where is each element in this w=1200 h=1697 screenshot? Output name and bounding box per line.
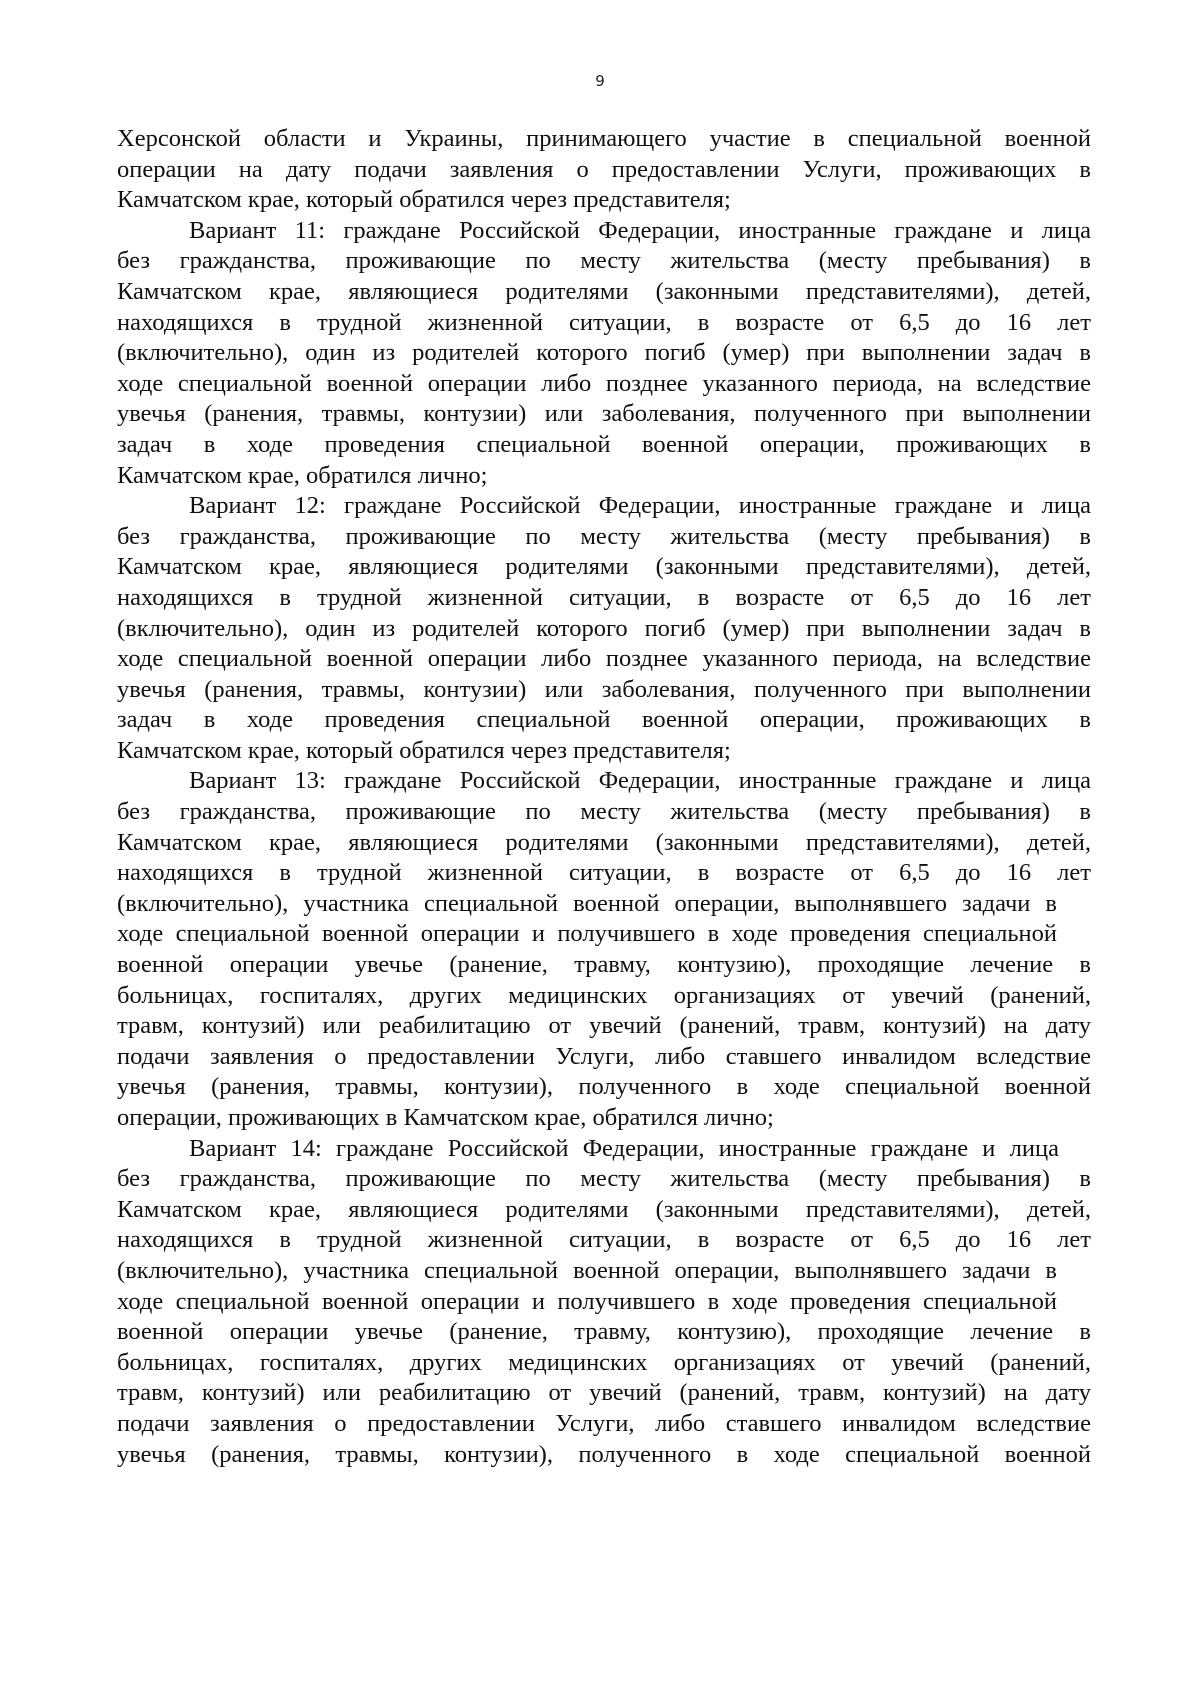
text-line: Вариант 14: граждане Российской Федерации, иностранные граждане и лица (189, 1134, 1059, 1162)
text-line: Вариант 12: граждане Российской Федерации, иностранные граждане и лица (189, 492, 1091, 520)
text-line: травм, контузий) или реабилитацию от увечий (ранений, травм, контузий) на дату (117, 1379, 1091, 1407)
text-line: Камчатском крае, являющиеся родителями (законными представителями), детей, (117, 828, 1091, 856)
text-line: (включительно), участника специальной военной операции, выполнявшего задачи в (117, 889, 1057, 917)
text-line: операции на дату подачи заявления о предоставлении Услуги, проживающих в (117, 155, 1091, 183)
text-line: травм, контузий) или реабилитацию от увечий (ранений, травм, контузий) на дату (117, 1012, 1091, 1040)
text-line: увечья (ранения, травмы, контузии) или заболевания, полученного при выполнении (117, 675, 1091, 703)
text-line: подачи заявления о предоставлении Услуги, либо ставшего инвалидом вследствие (117, 1409, 1091, 1437)
text-line: Камчатском крае, являющиеся родителями (законными представителями), детей, (117, 553, 1091, 581)
text-line: больницах, госпиталях, других медицинских организациях от увечий (ранений, (117, 1348, 1091, 1376)
text-line: без гражданства, проживающие по месту жительства (месту пребывания) в (117, 247, 1091, 275)
text-line: ходе специальной военной операции либо позднее указанного периода, на вследствие (117, 645, 1091, 673)
text-line: (включительно), один из родителей которого погиб (умер) при выполнении задач в (117, 614, 1091, 642)
document-body (117, 124, 1091, 1470)
text-line: задач в ходе проведения специальной военной операции, проживающих в (117, 430, 1091, 458)
text-line: ходе специальной военной операции и получившего в ходе проведения специальной (117, 920, 1057, 948)
text-line: Камчатском крае, являющиеся родителями (законными представителями), детей, (117, 277, 1091, 305)
text-line: Камчатском крае, обратился лично; (117, 461, 488, 489)
text-line: Вариант 11: граждане Российской Федерации, иностранные граждане и лица (189, 216, 1091, 244)
text-line: подачи заявления о предоставлении Услуги, либо ставшего инвалидом вследствие (117, 1042, 1091, 1070)
text-line: операции, проживающих в Камчатском крае, обратился лично; (117, 1104, 774, 1131)
text-line: увечья (ранения, травмы, контузии), полученного в ходе специальной военной (117, 1073, 1091, 1101)
text-line: находящихся в трудной жизненной ситуации, в возрасте от 6,5 до 16 лет (117, 583, 1091, 611)
text-line: находящихся в трудной жизненной ситуации, в возрасте от 6,5 до 16 лет (117, 1226, 1091, 1254)
text-line: без гражданства, проживающие по месту жительства (месту пребывания) в (117, 1165, 1091, 1193)
text-line: (включительно), участника специальной военной операции, выполнявшего задачи в (117, 1256, 1057, 1284)
text-line: Вариант 13: граждане Российской Федерации, иностранные граждане и лица (189, 767, 1091, 795)
text-line: увечья (ранения, травмы, контузии) или заболевания, полученного при выполнении (117, 400, 1091, 428)
text-line: больницах, госпиталях, других медицинских организациях от увечий (ранений, (117, 981, 1091, 1009)
text-line: Камчатском крае, который обратился через представителя; (117, 736, 731, 764)
text-line: Камчатском крае, который обратился через представителя; (117, 186, 731, 214)
text-line: (включительно), один из родителей которого погиб (умер) при выполнении задач в (117, 339, 1091, 367)
text-line: ходе специальной военной операции либо позднее указанного периода, на вследствие (117, 369, 1091, 397)
text-line: находящихся в трудной жизненной ситуации, в возрасте от 6,5 до 16 лет (117, 859, 1091, 887)
text-line: увечья (ранения, травмы, контузии), полученного в ходе специальной военной (117, 1440, 1091, 1468)
text-line: Камчатском крае, являющиеся родителями (законными представителями), детей, (117, 1195, 1091, 1223)
text-line: без гражданства, проживающие по месту жительства (месту пребывания) в (117, 798, 1091, 826)
page-number: 9 (595, 72, 605, 90)
text-line: военной операции увечье (ранение, травму, контузию), проходящие лечение в (117, 951, 1091, 979)
text-line: ходе специальной военной операции и получившего в ходе проведения специальной (117, 1287, 1057, 1315)
text-line: без гражданства, проживающие по месту жительства (месту пребывания) в (117, 522, 1091, 550)
text-line: задач в ходе проведения специальной военной операции, проживающих в (117, 706, 1091, 734)
text-line: находящихся в трудной жизненной ситуации, в возрасте от 6,5 до 16 лет (117, 308, 1091, 336)
text-line: военной операции увечье (ранение, травму, контузию), проходящие лечение в (117, 1318, 1091, 1346)
text-line: Херсонской области и Украины, принимающего участие в специальной военной (117, 125, 1091, 152)
